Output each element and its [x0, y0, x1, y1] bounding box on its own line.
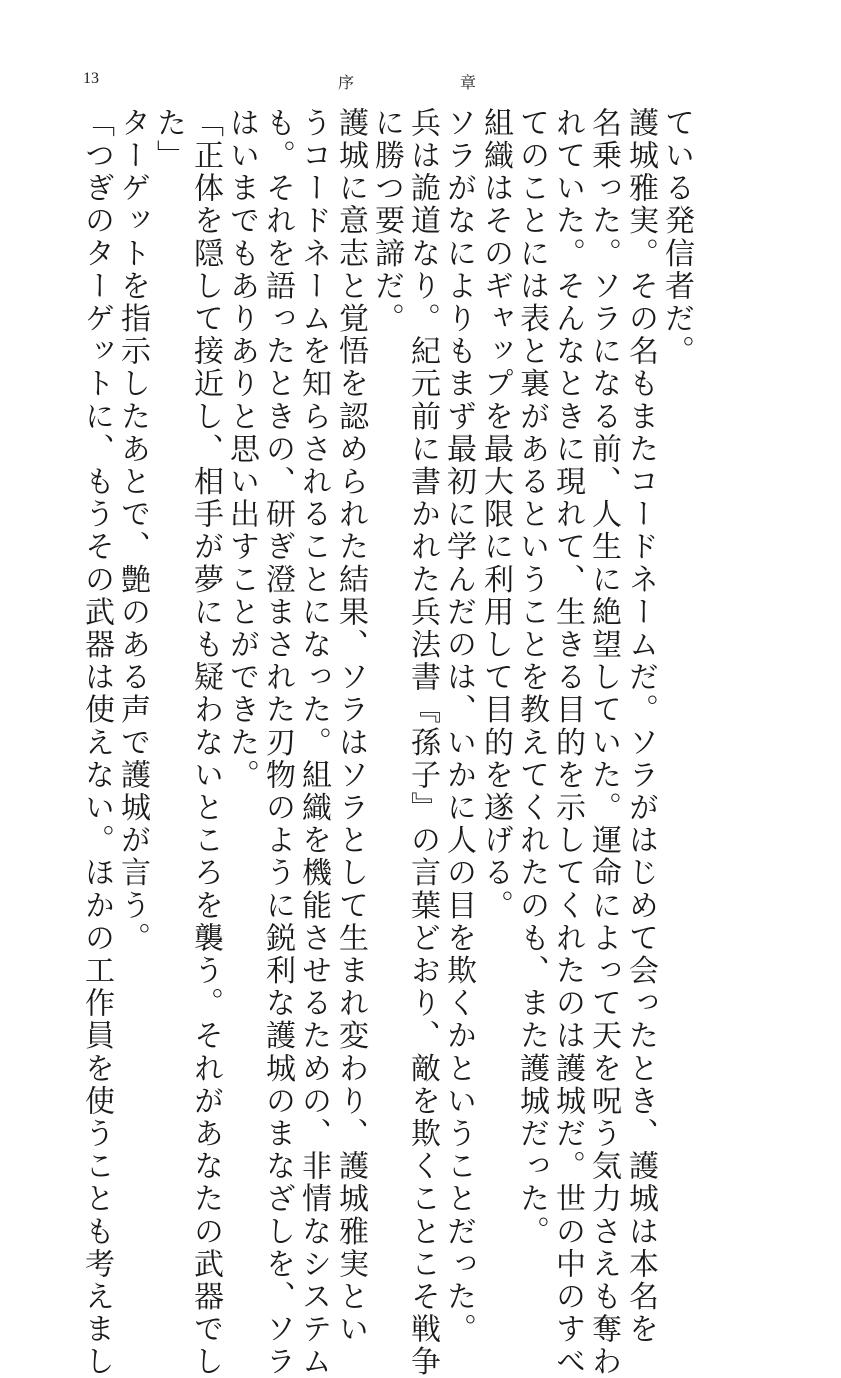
- text-line: ソラがなによりもまず最初に学んだのは、いかに人の目を欺くかということだった。: [441, 107, 476, 1346]
- chapter-title-char-1: 序: [338, 73, 355, 92]
- text-line: ている発信者だ。: [659, 107, 694, 368]
- text-line: 護城に意志と覚悟を認められた結果、ソラはソラとして生まれ変わり、護城雅実とい: [333, 107, 368, 1346]
- text-line: 名乗った。ソラになる前、人生に絶望していた。運命によって天を呪う気力さえも奪わ: [586, 107, 621, 1378]
- text-line: てのことには表と裏があるということを教えてくれたのも、また護城だった。: [514, 107, 549, 1248]
- text-line: 護城雅実。その名もまたコードネームだ。ソラがはじめて会ったとき、護城は本名を: [623, 107, 658, 1346]
- page-number: 13: [83, 70, 99, 87]
- chapter-title-char-2: 章: [460, 73, 477, 92]
- text-line: に勝つ要諦だ。: [369, 107, 404, 336]
- text-line: はいまでもありありと思い出すことができた。: [224, 107, 259, 792]
- text-line: も。それを語ったときの、研ぎ澄まされた刃物のように鋭利な護城のまなざしを、ソラ: [260, 107, 295, 1378]
- text-line: 「正体を隠して接近し、相手が夢にも疑わないところを襲う。それがあなたの武器でし: [188, 107, 223, 1378]
- page-header: [0, 70, 841, 94]
- text-line: ターゲットを指示したあとで、艶のある声で護城が言う。: [115, 107, 150, 955]
- text-line: 組織はそのギャップを最大限に利用して目的を遂げる。: [478, 107, 513, 922]
- text-line: た」: [151, 107, 186, 173]
- text-line: うコードネームを知らされることになった。組織を機能させるための、非情なシステム: [296, 107, 331, 1378]
- text-line: 「つぎのターゲットに、もうその武器は使えない。ほかの工作員を使うことも考えまし: [79, 107, 114, 1378]
- text-line: れていた。そんなときに現れて、生きる目的を示してくれたのは護城だ。世の中のすべ: [550, 107, 585, 1378]
- text-line: 兵は詭道なり。紀元前に書かれた兵法書『孫子』の言葉どおり、敵を欺くことこそ戦争: [405, 107, 440, 1378]
- body-text: [79, 107, 694, 1378]
